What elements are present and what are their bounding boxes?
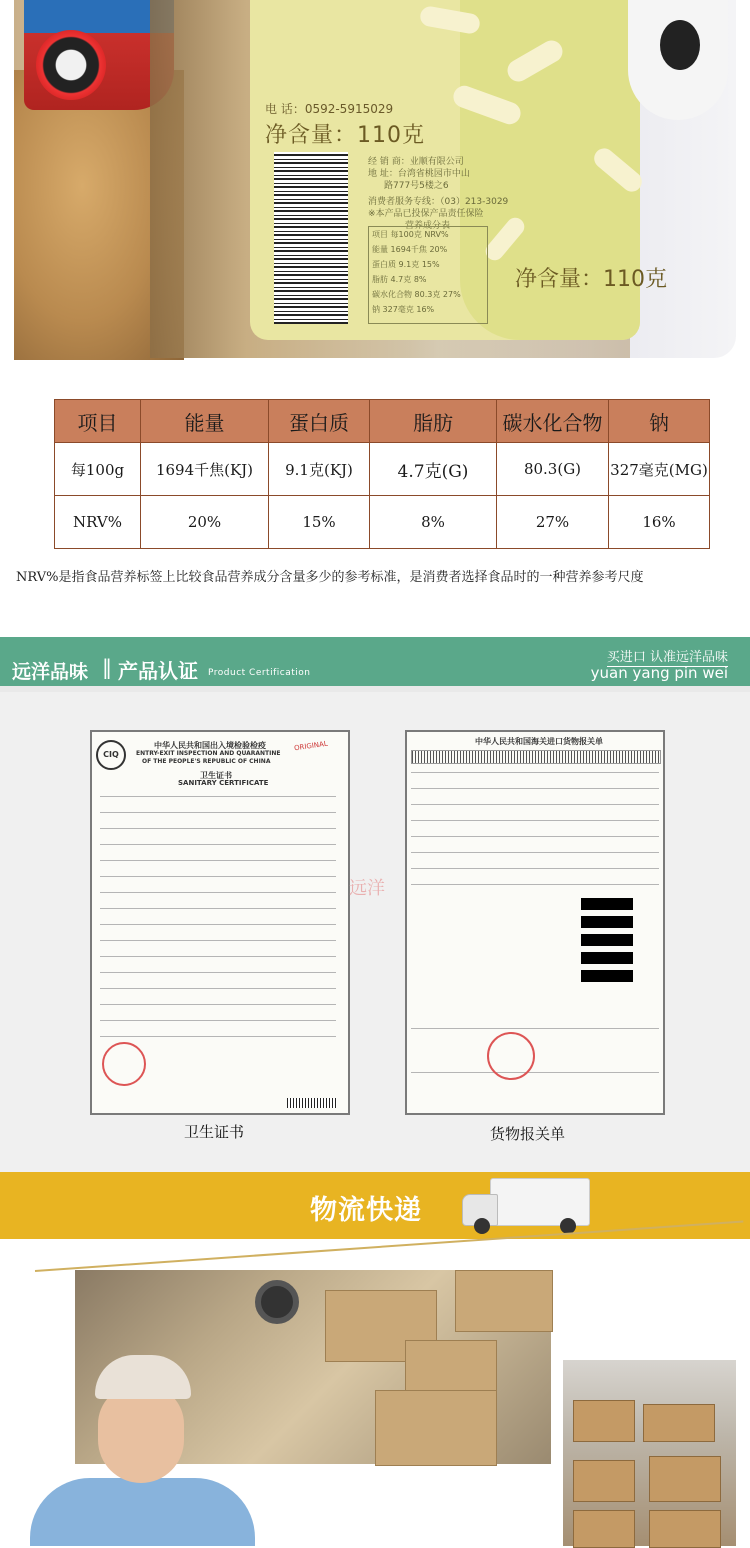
truck-icon	[490, 1178, 590, 1226]
label-net-content-side: 净含量：110克	[515, 267, 667, 292]
doc-barcode	[287, 1098, 337, 1108]
doc-header-en: OF THE PEOPLE'S REPUBLIC OF CHINA	[142, 758, 271, 765]
separator: ‖	[102, 655, 112, 679]
shelf-box	[573, 1510, 635, 1548]
dog-eye	[660, 20, 700, 70]
shelf-box	[643, 1404, 715, 1442]
logistics-title: 物流快递	[310, 1195, 422, 1226]
customs-declaration-image	[349, 730, 665, 1115]
table-cell: 每100g	[55, 443, 141, 496]
table-cell: 20%	[141, 496, 269, 549]
table-row	[55, 443, 710, 496]
ciq-logo: CIQ	[96, 740, 126, 770]
doc-header-en: ENTRY-EXIT INSPECTION AND QUARANTINE	[136, 750, 281, 757]
label-line: 地 址：台湾省桃园市中山	[368, 169, 470, 179]
doc-line	[100, 828, 336, 829]
doc-line	[100, 876, 336, 877]
table-cell: NRV%	[55, 496, 141, 549]
barcode	[274, 152, 348, 324]
table-cell: 16%	[609, 496, 710, 549]
doc-line	[411, 852, 659, 853]
mini-row: 碳水化合物 80.3克 27%	[372, 290, 461, 299]
nutrition-header-row	[55, 400, 710, 443]
label-line: 路777号5楼之6	[384, 181, 449, 191]
shelf-box	[649, 1510, 721, 1548]
truck-wheel	[474, 1218, 490, 1234]
header-cell-item: 项目	[55, 400, 141, 443]
shelf-photo	[563, 1360, 736, 1546]
doc-title: 卫生证书	[200, 771, 232, 780]
doc-line	[100, 1036, 336, 1037]
customs-seal	[487, 1032, 535, 1080]
label-nutrition-table	[368, 226, 488, 324]
label-phone: 电 话：0592-5915029	[265, 102, 394, 116]
table-row	[55, 496, 710, 549]
redaction	[581, 934, 633, 946]
table-cell: 1694千焦(KJ)	[141, 443, 269, 496]
header-cell-energy: 能量	[141, 400, 269, 443]
sanitary-certificate-image	[90, 730, 350, 1115]
table-cell: 4.7克(G)	[370, 443, 497, 496]
doc-line	[411, 884, 659, 885]
redaction	[581, 898, 633, 910]
label-line: 经 销 商：业顺有限公司	[368, 157, 464, 167]
doc-line	[411, 1072, 659, 1073]
doc-line	[411, 820, 659, 821]
slogan-english: yuan yang pin wei	[590, 664, 728, 682]
watermark: 远洋	[349, 878, 385, 899]
mini-row: 蛋白质 9.1克 15%	[372, 260, 440, 269]
shelf-box	[649, 1456, 721, 1502]
label-line: 消费者服务专线：（03）213-3029	[368, 197, 509, 207]
cardboard-box	[375, 1390, 497, 1466]
table-cell: 327毫克(MG)	[609, 443, 710, 496]
doc-line	[100, 812, 336, 813]
header-cell-carbohydrate: 碳水化合物	[497, 400, 609, 443]
label-line: 营养成分表	[405, 221, 451, 231]
original-stamp: ORIGINAL	[293, 739, 329, 753]
doc-line	[411, 804, 659, 805]
doc-line	[100, 956, 336, 957]
shelf-box	[573, 1400, 635, 1442]
doc-line	[411, 1028, 659, 1029]
doc-title-en: SANITARY CERTIFICATE	[178, 779, 269, 787]
doc-line	[100, 988, 336, 989]
doc-barcode	[411, 750, 661, 764]
doc-line	[411, 788, 659, 789]
label-line: ※本产品已投保产品责任保险	[368, 209, 484, 219]
doc-header: 中华人民共和国出入境检验检疫	[154, 741, 266, 750]
doc-line	[100, 796, 336, 797]
doc-line	[100, 1020, 336, 1021]
doc-line	[100, 924, 336, 925]
delivery-worker-shirt	[30, 1478, 255, 1546]
doc-line	[100, 1004, 336, 1005]
doc-line	[100, 860, 336, 861]
doc-line	[100, 940, 336, 941]
table-cell: 80.3(G)	[497, 443, 609, 496]
toy-car-wheel	[36, 30, 106, 100]
official-seal	[102, 1042, 146, 1086]
table-cell: 15%	[269, 496, 370, 549]
customs-caption: 货物报关单	[490, 1125, 566, 1143]
redaction	[581, 952, 633, 964]
brand-name: 远洋品味	[12, 661, 89, 683]
redaction	[581, 970, 633, 982]
mini-row: 钠 327毫克 16%	[372, 305, 435, 314]
doc-line	[411, 772, 659, 773]
nutrition-table	[54, 399, 710, 549]
slogan: 买进口 认准远洋品味	[607, 646, 728, 667]
table-cell: 27%	[497, 496, 609, 549]
label-net-content: 净含量：110克	[265, 123, 425, 148]
header-cell-fat: 脂肪	[370, 400, 497, 443]
doc-line	[100, 844, 336, 845]
delivery-worker-face	[98, 1385, 184, 1483]
mini-row: 脂肪 4.7克 8%	[372, 275, 427, 284]
mini-row: 能量 1694千焦 20%	[372, 245, 448, 254]
mini-row: 项目 每100克 NRV%	[372, 230, 449, 239]
trolley-wheel	[255, 1280, 299, 1324]
sanitary-caption: 卫生证书	[184, 1123, 245, 1141]
section-title: 产品认证	[118, 659, 198, 683]
doc-line	[411, 836, 659, 837]
section-subtitle: Product Certification	[208, 668, 311, 678]
header-cell-sodium: 钠	[609, 400, 710, 443]
doc-line	[411, 868, 659, 869]
doc-line	[100, 908, 336, 909]
redaction	[581, 916, 633, 928]
doc-line	[100, 972, 336, 973]
table-cell: 8%	[370, 496, 497, 549]
doc-line	[100, 892, 336, 893]
cardboard-box	[455, 1270, 553, 1332]
nrv-note: NRV%是指食品营养标签上比较食品营养成分含量多少的参考标准，是消费者选择食品时的一种营养参考尺度	[16, 570, 644, 585]
doc-header: 中华人民共和国海关进口货物报关单	[475, 737, 603, 746]
table-cell: 9.1克(KJ)	[269, 443, 370, 496]
header-cell-protein: 蛋白质	[269, 400, 370, 443]
shelf-box	[573, 1460, 635, 1502]
